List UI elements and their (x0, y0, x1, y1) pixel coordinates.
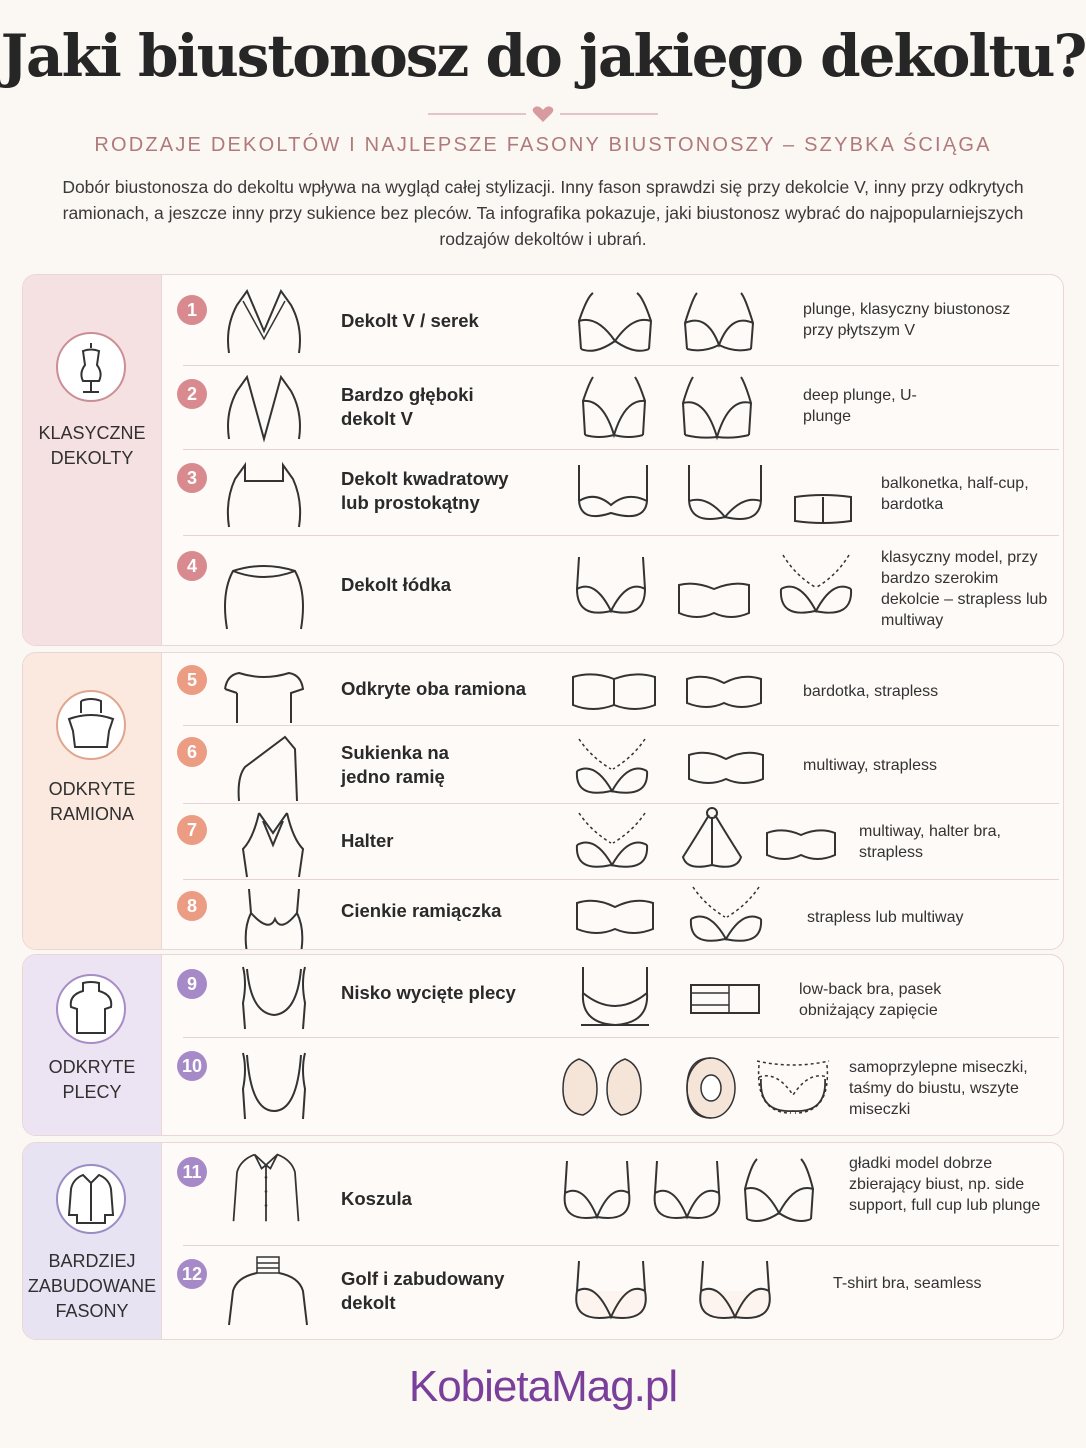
row-name: Sukienka na jedno ramię (341, 742, 449, 787)
thin-straps-neck-icon (229, 885, 319, 950)
page-title: Jaki biustonosz do jakiego dekoltu? (0, 22, 1086, 90)
side-support-bra-icon (559, 1157, 635, 1225)
multiway-bra-icon (685, 883, 767, 949)
one-shoulder-neck-icon (229, 733, 319, 805)
bandeau-bra-icon (569, 669, 659, 713)
row-name: Dekolt kwadratowy lub prostokątny (341, 468, 509, 513)
divider (183, 1037, 1059, 1038)
multiway-bra-icon (571, 735, 653, 801)
row-note: deep plunge, U-plunge (803, 387, 917, 425)
turtleneck-icon (223, 1255, 313, 1327)
full-cup-bra-icon (649, 1157, 725, 1225)
deep-back-icon (229, 1049, 319, 1121)
row-name: Bardzo głęboki dekolt V (341, 384, 474, 429)
divider (183, 365, 1059, 366)
divider (183, 535, 1059, 536)
row-number: 11 (177, 1157, 207, 1187)
row-note: T-shirt bra, seamless (833, 1275, 982, 1292)
row-name: Odkryte oba ramiona (341, 678, 527, 699)
strapless-bra-icon (675, 577, 753, 621)
strapless-bra-icon (763, 825, 839, 863)
divider (183, 803, 1059, 804)
t-shirt-bra-icon (569, 1257, 653, 1325)
half-cup-bra-icon (685, 461, 765, 525)
section-covered-styles (22, 1142, 1064, 1340)
divider (183, 1245, 1059, 1246)
adhesive-cups-icon (559, 1055, 645, 1119)
row-name: Cienkie ramiączka (341, 900, 502, 921)
row-name: Halter (341, 830, 394, 851)
row-note: strapless lub multiway (807, 909, 964, 926)
row-name: Dekolt łódka (341, 574, 451, 595)
halter-bra-icon (677, 805, 747, 875)
heart-icon (533, 106, 554, 122)
section-classic-necklines (22, 274, 1064, 646)
section-label: BARDZIEJ ZABUDOWANE FASONY (27, 1251, 157, 1321)
section-side (23, 1143, 162, 1339)
row-note: klasyczny model, przy bardzo szerokim dekolcie – strapless lub multiway (881, 549, 1048, 629)
site-logo: KobietaMag.pl (408, 1362, 678, 1411)
boat-neck-icon (219, 559, 309, 631)
section-side (23, 275, 162, 645)
v-neck-icon (219, 287, 309, 359)
collared-shirt-icon (221, 1151, 311, 1223)
row-number: 7 (177, 815, 207, 845)
strapless-bra-icon (685, 747, 767, 787)
low-back-bra-icon (577, 963, 653, 1029)
multiway-bra-icon (775, 551, 857, 621)
bandeau-bra-icon (791, 491, 855, 527)
row-note: gładki model dobrze zbierający biust, np. side support, full cup lub plunge (849, 1155, 1041, 1214)
square-neck-icon (219, 461, 309, 533)
row-note: multiway, strapless (803, 757, 937, 774)
off-shoulder-neck-icon (219, 661, 309, 733)
row-number: 8 (177, 891, 207, 921)
balconette-bra-icon (575, 461, 651, 525)
row-note: balkonetka, half-cup, bardotka (881, 475, 1029, 513)
seamless-bra-icon (693, 1257, 777, 1325)
low-back-icon (229, 963, 319, 1035)
row-number: 3 (177, 463, 207, 493)
section-label: KLASYCZNE DEKOLTY (38, 423, 146, 468)
row-note: multiway, halter bra, strapless (859, 823, 1001, 861)
section-side (23, 653, 162, 949)
row-number: 6 (177, 737, 207, 767)
row-name: Dekolt V / serek (341, 310, 479, 331)
row-note: plunge, klasyczny biustonosz przy płytszym V (803, 301, 1011, 339)
halter-neck-icon (229, 809, 319, 881)
row-number: 1 (177, 295, 207, 325)
u-plunge-bra-icon (679, 375, 755, 441)
row-note: bardotka, strapless (803, 683, 939, 700)
classic-bra-icon (571, 553, 651, 621)
low-back-strap-icon (689, 981, 761, 1017)
section-bare-shoulders (22, 652, 1064, 950)
classic-bra-icon (679, 291, 759, 355)
section-bare-back (22, 954, 1064, 1136)
divider (183, 879, 1059, 880)
open-back-top-icon (55, 973, 127, 1045)
intro-text: Dobór biustonosza do dekoltu wpływa na wygląd całej stylizacji. Inny fason sprawdzi się przy dekolcie V, inny przy odkrytych ramionach, a jeszcze inny przy sukience bez pleców. Ta infografika pokazuje, jaki biustonosz wybrać do najpopularniejszych rodzajów dekoltów i ubrań. (62, 177, 1024, 249)
subtitle: RODZAJE DEKOLTÓW I NAJLEPSZE FASONY BIUSTONOSZY – SZYBKA ŚCIĄGA (94, 134, 992, 156)
plunge-bra-icon (575, 291, 655, 355)
strapless-bra-icon (683, 671, 765, 711)
row-name: Golf i zabudowany dekolt (341, 1268, 505, 1313)
row-number: 12 (177, 1259, 207, 1289)
row-number: 5 (177, 665, 207, 695)
deep-v-neck-icon (219, 373, 309, 445)
multiway-bra-icon (571, 809, 653, 875)
row-name: Nisko wycięte plecy (341, 982, 516, 1003)
deep-plunge-bra-icon (579, 375, 649, 441)
off-shoulder-top-icon (55, 689, 127, 761)
row-number: 10 (177, 1051, 207, 1081)
row-number: 4 (177, 551, 207, 581)
plunge-bra-icon (741, 1157, 817, 1225)
row-note: samoprzylepne miseczki, taśmy do biustu, wszyte miseczki (849, 1059, 1028, 1118)
divider (183, 449, 1059, 450)
divider (183, 725, 1059, 726)
row-number: 2 (177, 379, 207, 409)
heart-divider (428, 104, 658, 124)
sewn-in-cups-icon (753, 1055, 833, 1119)
strapless-bra-icon (573, 895, 657, 937)
row-note: low-back bra, pasek obniżający zapięcie (799, 981, 942, 1019)
row-name: Koszula (341, 1188, 412, 1209)
shirt-icon (55, 1163, 127, 1235)
section-side (23, 955, 162, 1135)
breast-tape-icon (673, 1055, 739, 1121)
section-label: ODKRYTE RAMIONA (48, 779, 136, 824)
dress-form-icon (55, 331, 127, 403)
row-number: 9 (177, 969, 207, 999)
section-label: ODKRYTE PLECY (48, 1057, 136, 1102)
